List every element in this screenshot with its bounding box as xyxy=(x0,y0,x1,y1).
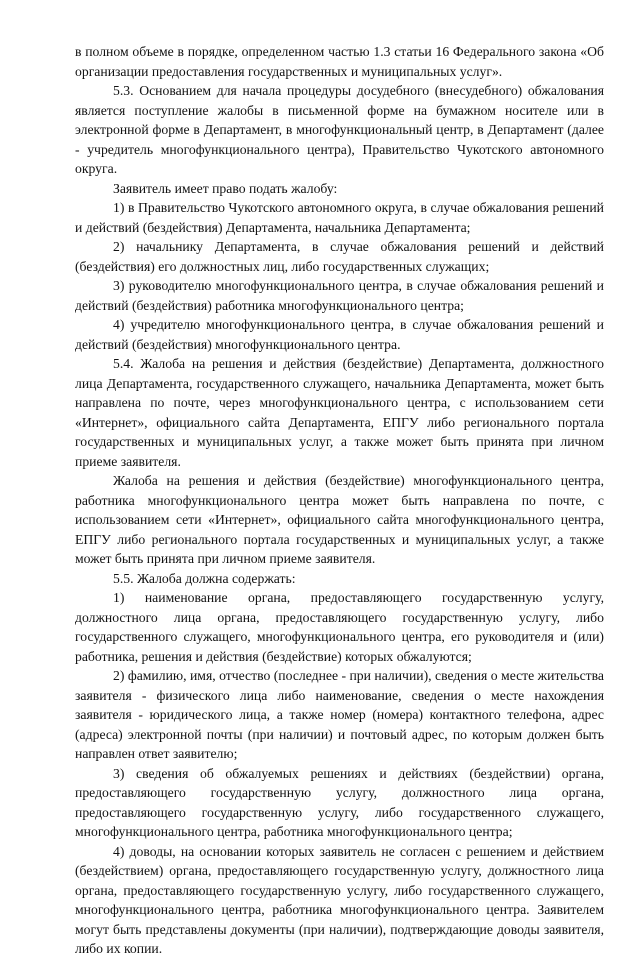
paragraph-5-4: 5.4. Жалоба на решения и действия (бездействие) Департамента, должностного лица Департамента, государственного служащего, начальника Департамента, может быть направлена по почте, через многофункционального центра, с использованием сети «Интернет», официального сайта Департамента, ЕПГУ либо регионального портала государственных и муниципальных услуг, а также может быть принята при личном приеме заявителя. xyxy=(75,356,604,469)
paragraph-5-5: 5.5. Жалоба должна содержать: xyxy=(113,570,296,586)
document-page xyxy=(75,42,604,959)
paragraph-continuation: в полном объеме в порядке, определенном частью 1.3 статьи 16 Федерального закона «Об организации предоставления государственных и муниципальных услуг». xyxy=(75,44,604,79)
list-item-1: 1) в Правительство Чукотского автономного округа, в случае обжалования решений и действий (бездействия) Департамента, начальника Департамента; xyxy=(75,200,604,235)
list-item-3: 3) руководителю многофункционального центра, в случае обжалования решений и действий (бездействия) работника многофункционального центра; xyxy=(75,278,604,313)
paragraph-complaint-right: Заявитель имеет право подать жалобу: xyxy=(113,180,338,196)
content-item-4: 4) доводы, на основании которых заявитель не согласен с решением и действием (бездействием) органа, предоставляющего государственную услугу, должностного лица органа, предоставляющего государственную услугу, либо государственного служащего, многофункционального центра, работника многофункционального центра. Заявителем могут быть представлены документы (при наличии), подтверждающие доводы заявителя, либо их копии. xyxy=(75,843,604,956)
content-item-1: 1) наименование органа, предоставляющего государственную услугу, должностного лица органа, предоставляющего государственную услугу, либо государственного служащего, многофункционального центра, его руководителя и (или) работника, решения и действия (бездействие) которых обжалуются; xyxy=(75,590,604,664)
content-item-2: 2) фамилию, имя, отчество (последнее - при наличии), сведения о месте жительства заявителя - физического лица либо наименование, сведения о месте нахождения заявителя - юридического лица, а также номер (номера) контактного телефона, адрес (адреса) электронной почты (при наличии) и почтовый адрес, по которым должен быть направлен ответ заявителю; xyxy=(75,668,604,761)
paragraph-mfc-complaint: Жалоба на решения и действия (бездействие) многофункционального центра, работника многофункционального центра может быть направлена по почте, с использованием сети «Интернет», официального сайта многофункционального центра, ЕПГУ либо регионального портала государственных и муниципальных услуг, а также может быть принята при личном приеме заявителя. xyxy=(75,473,604,566)
content-item-3: 3) сведения об обжалуемых решениях и действиях (бездействии) органа, предоставляющего государственную услугу, должностного лица органа, предоставляющего государственную услугу, либо государственного служащего, многофункционального центра, работника многофункционального центра; xyxy=(75,765,604,839)
list-item-4: 4) учредителю многофункционального центра, в случае обжалования решений и действий (бездействия) многофункционального центра. xyxy=(75,317,604,352)
list-item-2: 2) начальнику Департамента, в случае обжалования решений и действий (бездействия) его должностных лиц, либо государственных служащих; xyxy=(75,239,604,274)
paragraph-5-3: 5.3. Основанием для начала процедуры досудебного (внесудебного) обжалования является поступление жалобы в письменной форме на бумажном носителе или в электронной форме в Департамент, в многофункциональный центр, в Департамент (далее - учредитель многофункционального центра), Правительство Чукотского автономного округа. xyxy=(75,83,604,176)
